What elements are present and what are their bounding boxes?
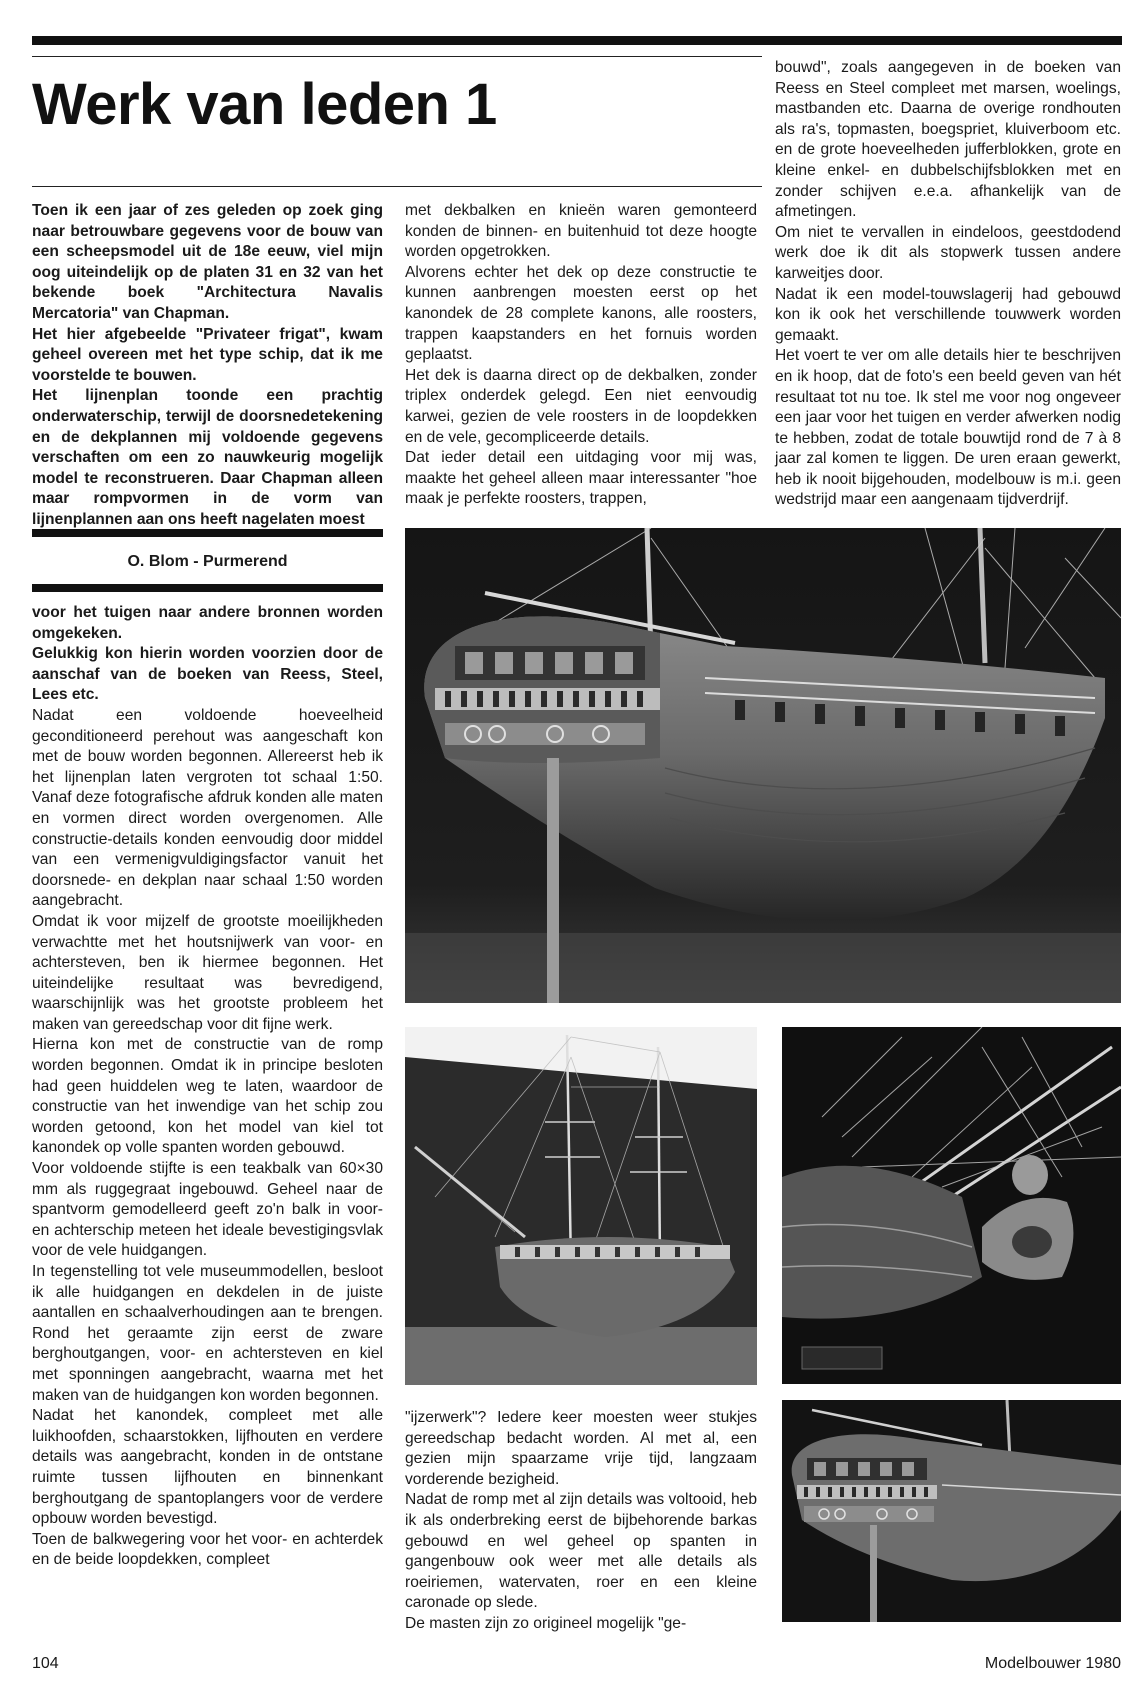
title-top-rule (32, 56, 762, 57)
ship-side-photo (405, 1027, 757, 1385)
body-paragraph: voor het tuigen naar andere bronnen worden omgekeken. (32, 604, 383, 642)
column-2-continued (405, 1408, 757, 1635)
intro-paragraph: Toen ik een jaar of zes geleden op zoek ging naar betrouwbare gegevens voor de bouw van een scheepsmodel uit de 18e eeuw, viel mijn oog uiteindelijk op de platen 31 en 32 van het bekende boek "Architectura Navalis Mercatoria" van Chapman. (32, 202, 383, 322)
body-paragraph: Het voert te ver om alle details hier te beschrijven en ik hoop, dat de foto's een beeld geven van hét resultaat tot nu toe. Ik stel me voor nog ongeveer een jaar voor het tuigen en verder afwerken nodig te hebben, zodat de totale bouwtijd rond de 7 à 8 jaar zal komen te liggen. De uren eraan gewerkt, heb ik nooit bijgehouden, modelbouw is m.i. geen wedstrijd maar een aangenaam tijdverdrijf. (775, 347, 1121, 509)
body-paragraph: Nadat het kanondek, compleet met alle luikhoofden, schaarstokken, lijfhouten en verdere details was aangebracht, konden in de ontstane ruimte tussen lijfhouten en binnenkant berghoutgang de spantoplangers voor de verdere opbouw worden bevestigd. (32, 1407, 383, 1528)
ship-stern-photo (405, 528, 1121, 1003)
bow-figure-photo (782, 1027, 1121, 1384)
column-1-body (32, 603, 383, 1571)
body-paragraph: Het dek is daarna direct op de dekbalken, zonder triplex onderdek gelegd. Een niet eenvoudig karwei, gezien de vele roosters in de loopdekken en de vele, gecompliceerde details. (405, 366, 757, 446)
body-paragraph: Gelukkig kon hierin worden voorzien door de aanschaf van de boeken van Reess, Steel, Lees etc. (32, 645, 383, 704)
top-rule (32, 36, 1122, 45)
body-paragraph: Hierna kon met de constructie van de romp worden begonnen. Omdat ik in principe besloten had geen huiddelen weg te laten, waardoor de constructie van het inwendige van het schip zou worden getoond, kon het model van kiel tot kanondek op volle spanten worden gebouwd. (32, 1036, 383, 1157)
intro-paragraph: Het lijnenplan toonde een prachtig onderwaterschip, terwijl de doorsnedetekening en de dekplannen mij voldoende gegevens verschaften om een zo nauwkeurig mogelijk model te reconstrueren. Daar Chapman alleen maar rompvormen in de vorm van lijnenplannen aan ons heeft nagelaten moest (32, 387, 383, 528)
column-3-body (775, 58, 1121, 511)
body-paragraph: met dekbalken en knieën waren gemonteerd konden de binnen- en buitenhuid tot deze hoogte worden opgetrokken. (405, 202, 757, 261)
body-paragraph: Dat ieder detail een uitdaging voor mij was, maakte het geheel alleen maar interessanter "hoe maak je perfekte roosters, trappen, (405, 449, 757, 508)
body-paragraph: Nadat de romp met al zijn details was voltooid, heb ik als onderbreking eerst de bijbehorende barkas gebouwd en wel geheel op spanten in gangenbouw ook weer met alle details als roeiriemen, watervaten, roer en een kleine caronade op slede. (405, 1491, 757, 1612)
publication-name: Modelbouwer 1980 (984, 1655, 1121, 1672)
body-paragraph: Nadat ik een model-touwslagerij had gebouwd kon ik ook het verschillende touwwerk worden gemaakt. (775, 285, 1121, 344)
body-paragraph: Voor voldoende stijfte is een teakbalk van 60×30 mm als ruggegraat ingebouwd. Geheel naar de spantvorm gemodelleerd geeft zo'n balk in voor- en achterschip meteen het ideale bevestigingsvlak voor de vele huidgangen. (32, 1160, 383, 1260)
column-2-body (405, 201, 757, 510)
body-paragraph: bouwd", zoals aangegeven in de boeken van Reess en Steel compleet met marsen, woelings, mastbanden etc. Daarna de overige rondhouten als ra's, topmasten, boegspriet, kluiverboom etc. en de grote hoeveelheden jufferblokken, grote en kleine enkel- en dubbelschijfsblokken met en zonder schijven e.e.a. afhankelijk van de afmetingen. (775, 59, 1121, 221)
body-paragraph: "ijzerwerk"? Iedere keer moesten weer stukjes gereedschap bedacht worden. Al met al, een gezien mijn spaarzame vrije tijd, langzaam vorderende bezigheid. (405, 1409, 757, 1488)
body-paragraph: Omdat ik voor mijzelf de grootste moeilijkheden verwachtte met het houtsnijwerk van voor- en achtersteven, ben ik hiermee begonnen. Het uiteindelijke resultaat was bevredigend, waarschijnlijk was het grootste probleem het maken van gereedschap voor dit fijne werk. (32, 912, 383, 1033)
author-byline: O. Blom - Purmerend (127, 553, 288, 570)
body-paragraph: Alvorens echter het dek op deze constructie te kunnen aanbrengen moesten eerst op het kanondek de 28 complete kanons, alle roosters, trappen kaapstanders en het fornuis worden geplaatst. (405, 263, 757, 364)
title-bottom-rule (32, 186, 762, 187)
intro-text (32, 201, 383, 531)
page-title: Werk van leden 1 (32, 72, 497, 137)
body-paragraph: Nadat een voldoende hoeveelheid geconditioneerd perehout was aangeschaft kon met de bouw worden begonnen. Allereerst heb ik het lijnenplan laten vergroten tot schaal 1:50. Vanaf deze fotografische afdruk konden alle maten en vormen direct worden overgenomen. Alle constructie-details konden eenvoudig door middel van een vermenigvuldigingsfactor vanuit het doorsnede- en dekplan naar schaal 1:50 worden aangebracht. (32, 706, 383, 910)
body-paragraph: Om niet te vervallen in eindeloos, geestdodend werk doe ik dit als stopwerk tussen andere karweitjes door. (775, 223, 1121, 282)
body-paragraph: De masten zijn zo origineel mogelijk "ge- (405, 1614, 687, 1632)
author-rule (32, 584, 383, 592)
body-paragraph: In tegenstelling tot vele museummodellen, besloot ik alle huidgangen en dekdelen in de juiste aantallen en schaalverhoudingen aan te brengen. Rond het geraamte zijn eerst de zware berghoutgangen, voor- en achtersteven en kiel met sponningen aangebracht, waarna met het maken van de huidgangen kon worden begonnen. (32, 1263, 383, 1404)
page-number: 104 (32, 1655, 59, 1672)
body-paragraph: Toen de balkwegering voor het voor- en achterdek en de beide loopdekken, compleet (32, 1530, 383, 1569)
intro-paragraph: Het hier afgebeelde "Privateer frigat", kwam geheel overeen met het type schip, dat ik me voorstelde te bouwen. (32, 325, 383, 384)
stern-detail-photo (782, 1400, 1121, 1622)
